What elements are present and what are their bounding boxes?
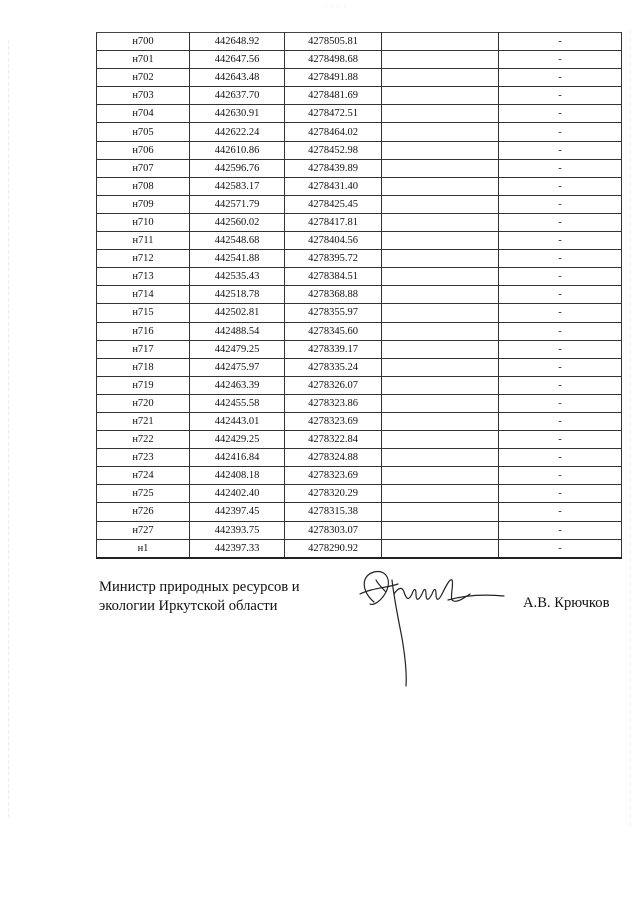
table-row	[97, 268, 622, 286]
dash-cell: -	[499, 141, 622, 159]
point-id-cell: н721	[97, 412, 190, 430]
table-row	[97, 195, 622, 213]
y-coordinate-cell: 4278384.51	[285, 268, 382, 286]
table-row	[97, 485, 622, 503]
x-coordinate-cell: 442622.24	[190, 123, 285, 141]
empty-cell	[382, 322, 499, 340]
x-coordinate-cell: 442583.17	[190, 177, 285, 195]
table-row	[97, 358, 622, 376]
y-coordinate-cell: 4278395.72	[285, 250, 382, 268]
empty-cell	[382, 195, 499, 213]
point-id-cell: н724	[97, 467, 190, 485]
signatory-title-line-2: экологии Иркутской области	[99, 598, 278, 614]
y-coordinate-cell: 4278368.88	[285, 286, 382, 304]
y-coordinate-cell: 4278481.69	[285, 87, 382, 105]
point-id-cell: н708	[97, 177, 190, 195]
x-coordinate-cell: 442518.78	[190, 286, 285, 304]
empty-cell	[382, 268, 499, 286]
x-coordinate-cell: 442397.45	[190, 503, 285, 521]
point-id-cell: н715	[97, 304, 190, 322]
empty-cell	[382, 539, 499, 558]
x-coordinate-cell: 442630.91	[190, 105, 285, 123]
y-coordinate-cell: 4278472.51	[285, 105, 382, 123]
x-coordinate-cell: 442648.92	[190, 33, 285, 51]
y-coordinate-cell: 4278464.02	[285, 123, 382, 141]
dash-cell: -	[499, 286, 622, 304]
empty-cell	[382, 467, 499, 485]
table-row	[97, 159, 622, 177]
table-row	[97, 286, 622, 304]
dash-cell: -	[499, 177, 622, 195]
x-coordinate-cell: 442502.81	[190, 304, 285, 322]
dash-cell: -	[499, 268, 622, 286]
table-row	[97, 503, 622, 521]
x-coordinate-cell: 442463.39	[190, 376, 285, 394]
point-id-cell: н719	[97, 376, 190, 394]
handwritten-signature-icon	[352, 558, 512, 693]
point-id-cell: н706	[97, 141, 190, 159]
point-id-cell: н711	[97, 232, 190, 250]
table-row	[97, 431, 622, 449]
empty-cell	[382, 87, 499, 105]
x-coordinate-cell: 442443.01	[190, 412, 285, 430]
y-coordinate-cell: 4278326.07	[285, 376, 382, 394]
point-id-cell: н727	[97, 521, 190, 539]
dash-cell: -	[499, 87, 622, 105]
empty-cell	[382, 304, 499, 322]
x-coordinate-cell: 442429.25	[190, 431, 285, 449]
y-coordinate-cell: 4278323.69	[285, 467, 382, 485]
point-id-cell: н703	[97, 87, 190, 105]
y-coordinate-cell: 4278324.88	[285, 449, 382, 467]
point-id-cell: н704	[97, 105, 190, 123]
point-id-cell: н714	[97, 286, 190, 304]
dash-cell: -	[499, 539, 622, 558]
dash-cell: -	[499, 467, 622, 485]
scan-mark: · · · ·	[325, 3, 347, 11]
empty-cell	[382, 141, 499, 159]
x-coordinate-cell: 442475.97	[190, 358, 285, 376]
point-id-cell: н725	[97, 485, 190, 503]
empty-cell	[382, 33, 499, 51]
dash-cell: -	[499, 322, 622, 340]
y-coordinate-cell: 4278498.68	[285, 51, 382, 69]
empty-cell	[382, 51, 499, 69]
y-coordinate-cell: 4278355.97	[285, 304, 382, 322]
y-coordinate-cell: 4278431.40	[285, 177, 382, 195]
signatory-title-line-1: Министр природных ресурсов и	[99, 579, 300, 595]
x-coordinate-cell: 442571.79	[190, 195, 285, 213]
empty-cell	[382, 105, 499, 123]
y-coordinate-cell: 4278417.81	[285, 213, 382, 231]
y-coordinate-cell: 4278425.45	[285, 195, 382, 213]
point-id-cell: н712	[97, 250, 190, 268]
dash-cell: -	[499, 213, 622, 231]
dash-cell: -	[499, 105, 622, 123]
y-coordinate-cell: 4278315.38	[285, 503, 382, 521]
dash-cell: -	[499, 485, 622, 503]
x-coordinate-cell: 442535.43	[190, 268, 285, 286]
dash-cell: -	[499, 123, 622, 141]
point-id-cell: н723	[97, 449, 190, 467]
dash-cell: -	[499, 159, 622, 177]
x-coordinate-cell: 442637.70	[190, 87, 285, 105]
table-row	[97, 87, 622, 105]
y-coordinate-cell: 4278290.92	[285, 539, 382, 558]
table-row	[97, 69, 622, 87]
signatory-title	[99, 578, 300, 616]
x-coordinate-cell: 442596.76	[190, 159, 285, 177]
x-coordinate-cell: 442647.56	[190, 51, 285, 69]
point-id-cell: н718	[97, 358, 190, 376]
x-coordinate-cell: 442393.75	[190, 521, 285, 539]
signer-name: А.В. Крючков	[523, 595, 610, 611]
table-row	[97, 521, 622, 539]
point-id-cell: н720	[97, 394, 190, 412]
empty-cell	[382, 213, 499, 231]
point-id-cell: н726	[97, 503, 190, 521]
dash-cell: -	[499, 449, 622, 467]
point-id-cell: н701	[97, 51, 190, 69]
dash-cell: -	[499, 250, 622, 268]
y-coordinate-cell: 4278323.69	[285, 412, 382, 430]
point-id-cell: н716	[97, 322, 190, 340]
y-coordinate-cell: 4278323.86	[285, 394, 382, 412]
empty-cell	[382, 159, 499, 177]
point-id-cell: н1	[97, 539, 190, 558]
dash-cell: -	[499, 340, 622, 358]
table-row	[97, 412, 622, 430]
y-coordinate-cell: 4278320.29	[285, 485, 382, 503]
empty-cell	[382, 123, 499, 141]
table-row	[97, 213, 622, 231]
empty-cell	[382, 449, 499, 467]
empty-cell	[382, 340, 499, 358]
table-row	[97, 123, 622, 141]
dash-cell: -	[499, 33, 622, 51]
dash-cell: -	[499, 521, 622, 539]
dash-cell: -	[499, 51, 622, 69]
table-row	[97, 105, 622, 123]
dash-cell: -	[499, 304, 622, 322]
table-row	[97, 539, 622, 558]
x-coordinate-cell: 442479.25	[190, 340, 285, 358]
empty-cell	[382, 521, 499, 539]
x-coordinate-cell: 442416.84	[190, 449, 285, 467]
table-row	[97, 250, 622, 268]
table-row	[97, 51, 622, 69]
empty-cell	[382, 503, 499, 521]
dash-cell: -	[499, 503, 622, 521]
empty-cell	[382, 69, 499, 87]
empty-cell	[382, 412, 499, 430]
point-id-cell: н717	[97, 340, 190, 358]
empty-cell	[382, 394, 499, 412]
empty-cell	[382, 177, 499, 195]
point-id-cell: н702	[97, 69, 190, 87]
point-id-cell: н722	[97, 431, 190, 449]
point-id-cell: н705	[97, 123, 190, 141]
coordinates-table-body	[97, 33, 622, 558]
table-row	[97, 322, 622, 340]
y-coordinate-cell: 4278322.84	[285, 431, 382, 449]
empty-cell	[382, 232, 499, 250]
table-row	[97, 340, 622, 358]
point-id-cell: н700	[97, 33, 190, 51]
table-row	[97, 376, 622, 394]
x-coordinate-cell: 442488.54	[190, 322, 285, 340]
empty-cell	[382, 431, 499, 449]
point-id-cell: н710	[97, 213, 190, 231]
x-coordinate-cell: 442548.68	[190, 232, 285, 250]
y-coordinate-cell: 4278335.24	[285, 358, 382, 376]
x-coordinate-cell: 442455.58	[190, 394, 285, 412]
dash-cell: -	[499, 431, 622, 449]
table-row	[97, 33, 622, 51]
point-id-cell: н713	[97, 268, 190, 286]
y-coordinate-cell: 4278491.88	[285, 69, 382, 87]
x-coordinate-cell: 442541.88	[190, 250, 285, 268]
empty-cell	[382, 358, 499, 376]
dash-cell: -	[499, 376, 622, 394]
point-id-cell: н709	[97, 195, 190, 213]
empty-cell	[382, 250, 499, 268]
table-row	[97, 177, 622, 195]
y-coordinate-cell: 4278439.89	[285, 159, 382, 177]
empty-cell	[382, 286, 499, 304]
x-coordinate-cell: 442643.48	[190, 69, 285, 87]
table-row	[97, 394, 622, 412]
dash-cell: -	[499, 195, 622, 213]
table-row	[97, 232, 622, 250]
y-coordinate-cell: 4278452.98	[285, 141, 382, 159]
y-coordinate-cell: 4278505.81	[285, 33, 382, 51]
table-row	[97, 467, 622, 485]
x-coordinate-cell: 442560.02	[190, 213, 285, 231]
x-coordinate-cell: 442397.33	[190, 539, 285, 558]
dash-cell: -	[499, 394, 622, 412]
y-coordinate-cell: 4278303.07	[285, 521, 382, 539]
table-row	[97, 141, 622, 159]
dash-cell: -	[499, 358, 622, 376]
dash-cell: -	[499, 412, 622, 430]
point-id-cell: н707	[97, 159, 190, 177]
y-coordinate-cell: 4278404.56	[285, 232, 382, 250]
dash-cell: -	[499, 69, 622, 87]
dash-cell: -	[499, 232, 622, 250]
y-coordinate-cell: 4278345.60	[285, 322, 382, 340]
empty-cell	[382, 376, 499, 394]
x-coordinate-cell: 442610.86	[190, 141, 285, 159]
table-row	[97, 449, 622, 467]
table-row	[97, 304, 622, 322]
empty-cell	[382, 485, 499, 503]
y-coordinate-cell: 4278339.17	[285, 340, 382, 358]
x-coordinate-cell: 442408.18	[190, 467, 285, 485]
coordinates-table	[96, 32, 622, 559]
x-coordinate-cell: 442402.40	[190, 485, 285, 503]
